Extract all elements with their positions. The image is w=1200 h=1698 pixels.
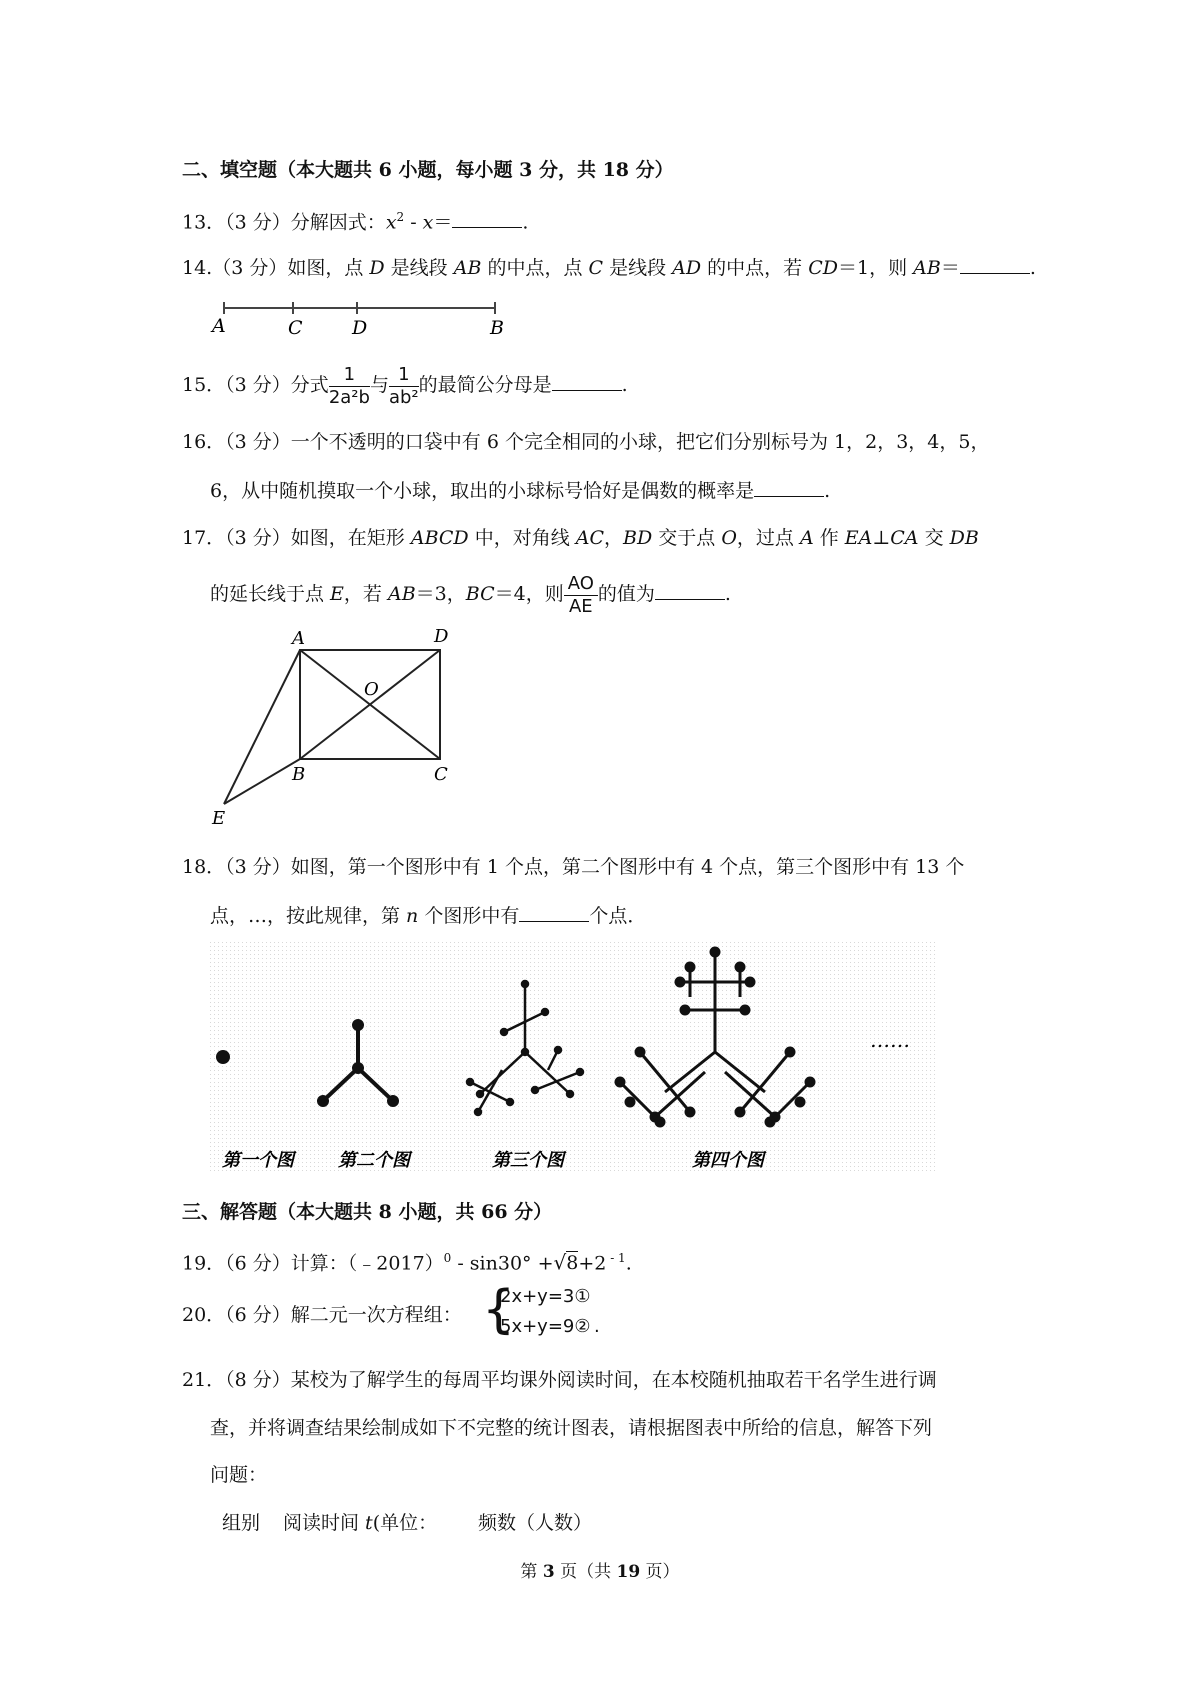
point-label-c: C (434, 764, 448, 785)
question-17-line-1: 17．（3 分）如图，在矩形 ABCD 中，对角线 AC，BD 交于点 O，过点 A 作 EA⊥CA 交 DB (182, 527, 979, 549)
dot-pattern-figure (210, 942, 940, 1172)
question-18-line-1: 18．（3 分）如图，第一个图形中有 1 个点，第二个图形中有 4 个点，第三个图形中有 13 个 (182, 856, 965, 878)
table-header-group: 组别 (222, 1512, 261, 1534)
question-21-line-1: 21．（8 分）某校为了解学生的每周平均课外阅读时间，在本校随机抽取若干名学生进行调 (182, 1369, 937, 1391)
point-label-e: E (212, 808, 226, 826)
question-19: 19．（6 分）计算：（﹣2017）$^0$ - sin30° +√8+2 $^{- 1}$. (182, 1250, 632, 1275)
equation-1: 2x+y=3① (500, 1286, 591, 1307)
point-label-o: O (364, 679, 379, 700)
caption-figure-4: 第四个图 (692, 1150, 764, 1171)
point-label-a: A (212, 315, 226, 337)
caption-figure-1: 第一个图 (222, 1150, 294, 1171)
ellipsis: …… (870, 1028, 910, 1052)
table-header-frequency: 频数（人数） (478, 1512, 593, 1534)
question-15: 15．（3 分）分式 $\frac{1}{\text{2a²b}}$ 与 $\frac{1}{\text{ab²}}$ 的最简公分母是 . (182, 363, 628, 408)
segment-figure (208, 296, 508, 338)
point-label-b: B (490, 317, 504, 338)
question-16-line-2: 6，从中随机摸取一个小球，取出的小球标号恰好是偶数的概率是 . (210, 480, 831, 502)
question-13: 13．（3 分）分解因式：$x^2 - x=$ . (182, 210, 529, 234)
question-14: 14.（3 分）如图，点 D 是线段 AB 的中点，点 C 是线段 AD 的中点，若 CD＝1，则 AB＝ . (182, 257, 1036, 279)
section-3-heading: 三、解答题（本大题共 8 小题，共 66 分） (182, 1201, 553, 1223)
caption-figure-2: 第二个图 (338, 1150, 410, 1171)
point-label-a: A (292, 628, 305, 649)
answer-blank (452, 209, 522, 228)
point-label-b: B (292, 764, 306, 785)
answer-blank (754, 478, 824, 497)
point-label-c: C (288, 317, 303, 338)
question-21-line-3: 问题： (210, 1464, 268, 1486)
question-16-line-1: 16．（3 分）一个不透明的口袋中有 6 个完全相同的小球，把它们分别标号为 1，2，3，4，5， (182, 431, 990, 453)
question-17-line-2: 的延长线于点 E，若 AB＝3，BC＝4，则 $\frac{AO}{AE}$ 的值为 . (210, 572, 731, 617)
equation-2: 5x+y=9② (500, 1316, 591, 1337)
answer-blank (519, 903, 589, 922)
answer-blank (552, 372, 622, 391)
point-label-d: D (352, 317, 368, 338)
fraction-2: $\frac{1}{\text{ab²}}$ (388, 363, 419, 408)
figure-1-dot (216, 1050, 230, 1064)
rectangle-figure (208, 628, 458, 826)
caption-figure-3: 第三个图 (492, 1150, 564, 1171)
question-20: 20．（6 分）解二元一次方程组： (182, 1304, 462, 1326)
question-21-line-2: 查，并将调查结果绘制成如下不完整的统计图表，请根据图表中所给的信息，解答下列 (210, 1417, 933, 1439)
answer-blank (960, 255, 1030, 274)
point-label-d: D (434, 628, 449, 647)
question-18-line-2: 点，…，按此规律，第 n 个图形中有 个点． (210, 905, 647, 927)
fraction-ao-ae: $\frac{AO}{AE}$ (564, 573, 598, 618)
page-footer: 第 3 页（共 19 页） (520, 1562, 680, 1582)
table-header-time: 阅读时间 t(单位： (283, 1512, 438, 1534)
answer-blank (655, 581, 725, 600)
fraction-1: $\frac{1}{\text{2a²b}}$ (328, 363, 370, 408)
section-2-heading: 二、填空题（本大题共 6 小题，每小题 3 分，共 18 分） (182, 159, 674, 181)
